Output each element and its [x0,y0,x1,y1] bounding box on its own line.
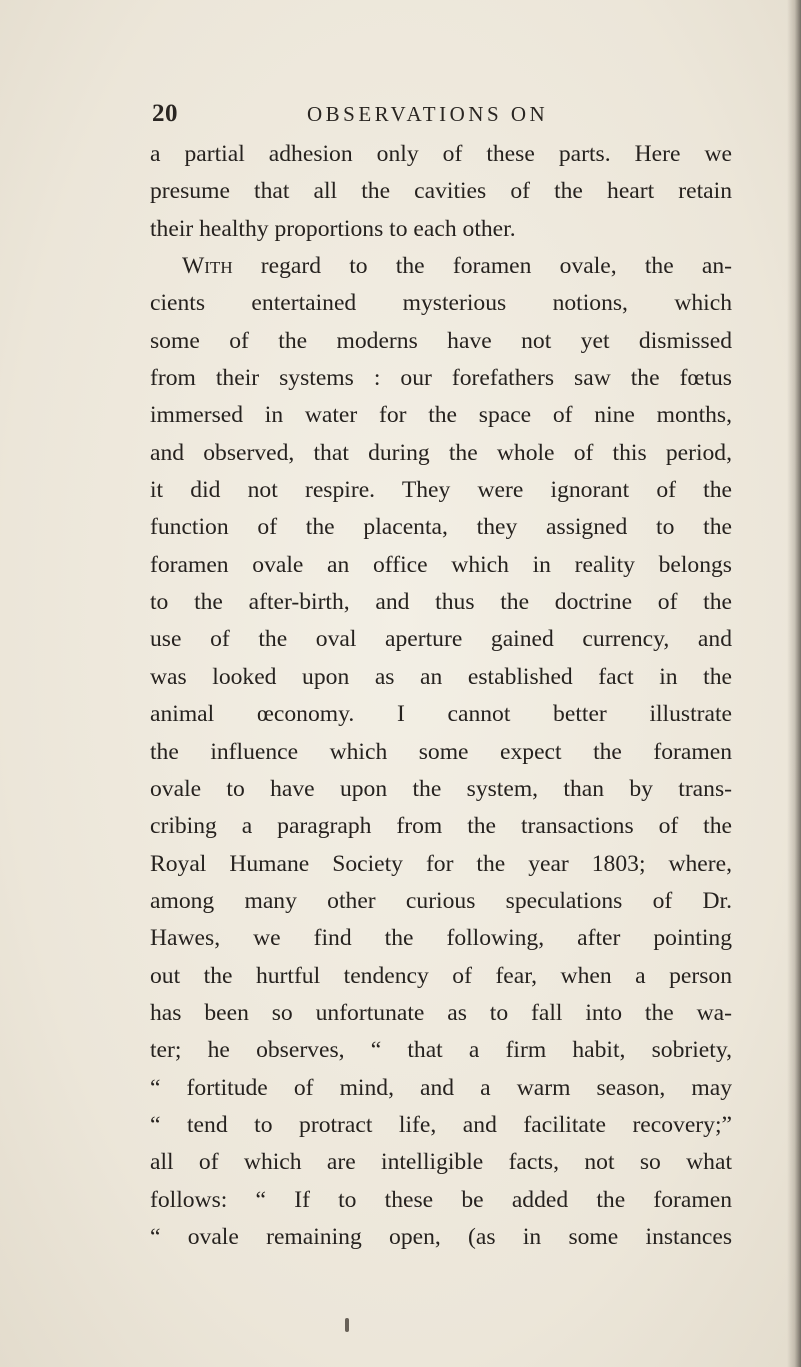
text-line: “ fortitude of mind, and a warm season, may [150,1074,732,1101]
text-line: cribing a paragraph from the transactions of the [150,813,732,840]
text-line: foramen ovale an office which in reality belongs [150,551,732,578]
text-line [150,248,732,285]
drop-word: With [182,253,233,280]
text-line: from their systems : our forefathers saw the fœtus [150,365,732,392]
running-head [152,100,712,136]
text-line: their healthy proportions to each other. [150,215,516,242]
text-line: it did not respire. They were ignorant of the [150,477,732,504]
text-line: animal œconomy. I cannot better illustrate [150,701,732,728]
text-line: “ ovale remaining open, (as in some instances [150,1223,732,1250]
first-line-rest: regard to the foramen ovale, the an- [232,253,732,280]
text-line: Hawes, we find the following, after pointing [150,925,732,952]
text-line: some of the moderns have not yet dismissed [150,327,732,354]
text-line: ovale to have upon the system, than by trans- [150,775,732,802]
text-line: has been so unfortunate as to fall into the wa- [150,999,732,1026]
text-line: function of the placenta, they assigned to the [150,514,732,541]
text-line: among many other curious speculations of Dr. [150,887,732,914]
text-line: out the hurtful tendency of fear, when a person [150,962,732,989]
text-line: follows: “ If to these be added the foramen [150,1186,732,1213]
text-line: ter; he observes, “ that a firm habit, sobriety, [150,1037,732,1064]
text-line: the influence which some expect the foramen [150,738,732,765]
page-number: 20 [152,100,178,127]
text-line: use of the oval aperture gained currency, and [150,626,732,653]
text-line: immersed in water for the space of nine months, [150,402,732,429]
text-line: and observed, that during the whole of this period, [150,439,732,466]
text-line: cients entertained mysterious notions, which [150,290,732,317]
text-line: a partial adhesion only of these parts. Here we [150,141,732,167]
paragraph-2 [150,248,732,1256]
spine-shadow [787,0,801,1367]
text-line: all of which are intelligible facts, not so what [150,1149,732,1176]
text-line: “ tend to protract life, and facilitate recovery;” [150,1111,732,1138]
body-text [150,136,732,1256]
text-line: presume that all the cavities of the heart retain [150,178,732,205]
text-line: was looked upon as an established fact in the [150,663,732,690]
text-line: Royal Humane Society for the year 1803; where, [150,850,732,877]
running-title: OBSERVATIONS ON [307,102,549,126]
ink-speck [345,1318,349,1332]
text-line: to the after-birth, and thus the doctrine of the [150,589,732,616]
paragraph-1 [150,136,732,248]
